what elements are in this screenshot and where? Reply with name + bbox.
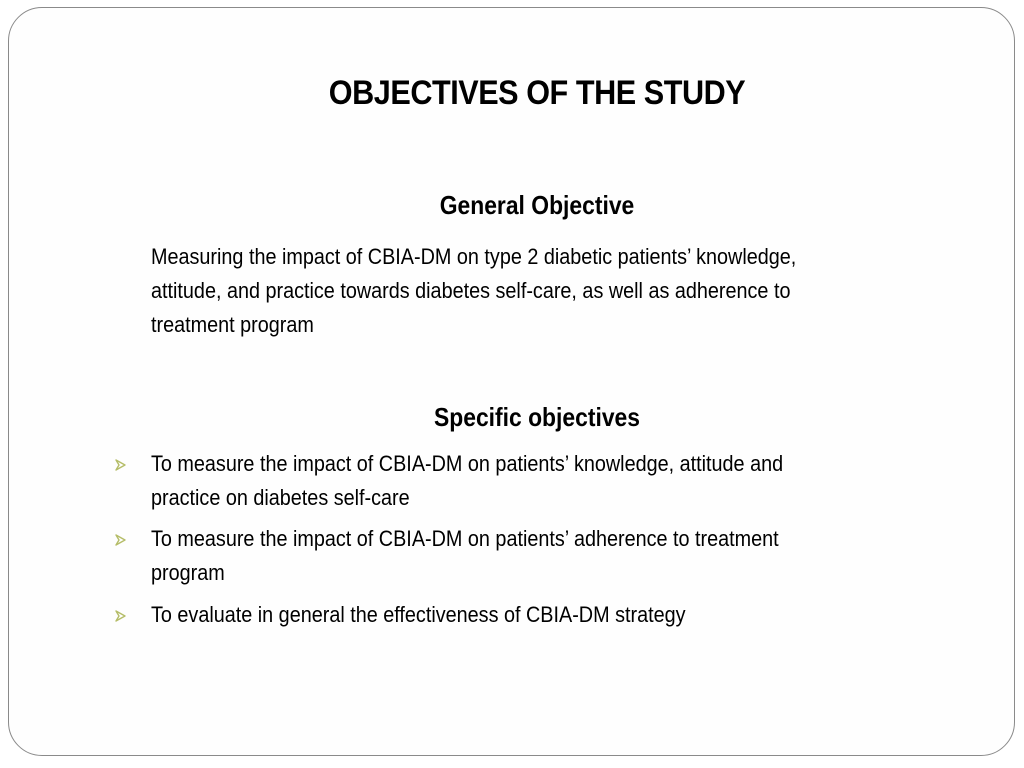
arrow-bullet-icon	[114, 533, 128, 547]
general-objective-line: Measuring the impact of CBIA-DM on type 2 diabetic patients’ knowledge,	[151, 244, 797, 269]
slide-title: OBJECTIVES OF THE STUDY	[328, 74, 746, 112]
general-objective-heading: General Objective	[439, 190, 635, 220]
specific-objectives-heading: Specific objectives	[433, 402, 641, 432]
slide-frame	[8, 7, 1015, 756]
arrow-bullet-icon	[114, 609, 128, 623]
specific-objective-line: To measure the impact of CBIA-DM on patients’ adherence to treatment	[151, 526, 779, 551]
specific-objective-item	[151, 522, 779, 590]
specific-objective-line: To measure the impact of CBIA-DM on patients’ knowledge, attitude and	[151, 451, 784, 476]
specific-objective-item	[151, 598, 686, 632]
general-objective-text	[151, 240, 796, 342]
arrow-bullet-icon	[114, 458, 128, 472]
specific-objective-line: To evaluate in general the effectiveness of CBIA-DM strategy	[151, 602, 686, 627]
specific-objective-item	[151, 447, 783, 515]
general-objective-line: treatment program	[151, 312, 314, 337]
specific-objective-line: practice on diabetes self-care	[151, 485, 410, 510]
specific-objective-line: program	[151, 560, 225, 585]
general-objective-line: attitude, and practice towards diabetes self-care, as well as adherence to	[151, 278, 791, 303]
